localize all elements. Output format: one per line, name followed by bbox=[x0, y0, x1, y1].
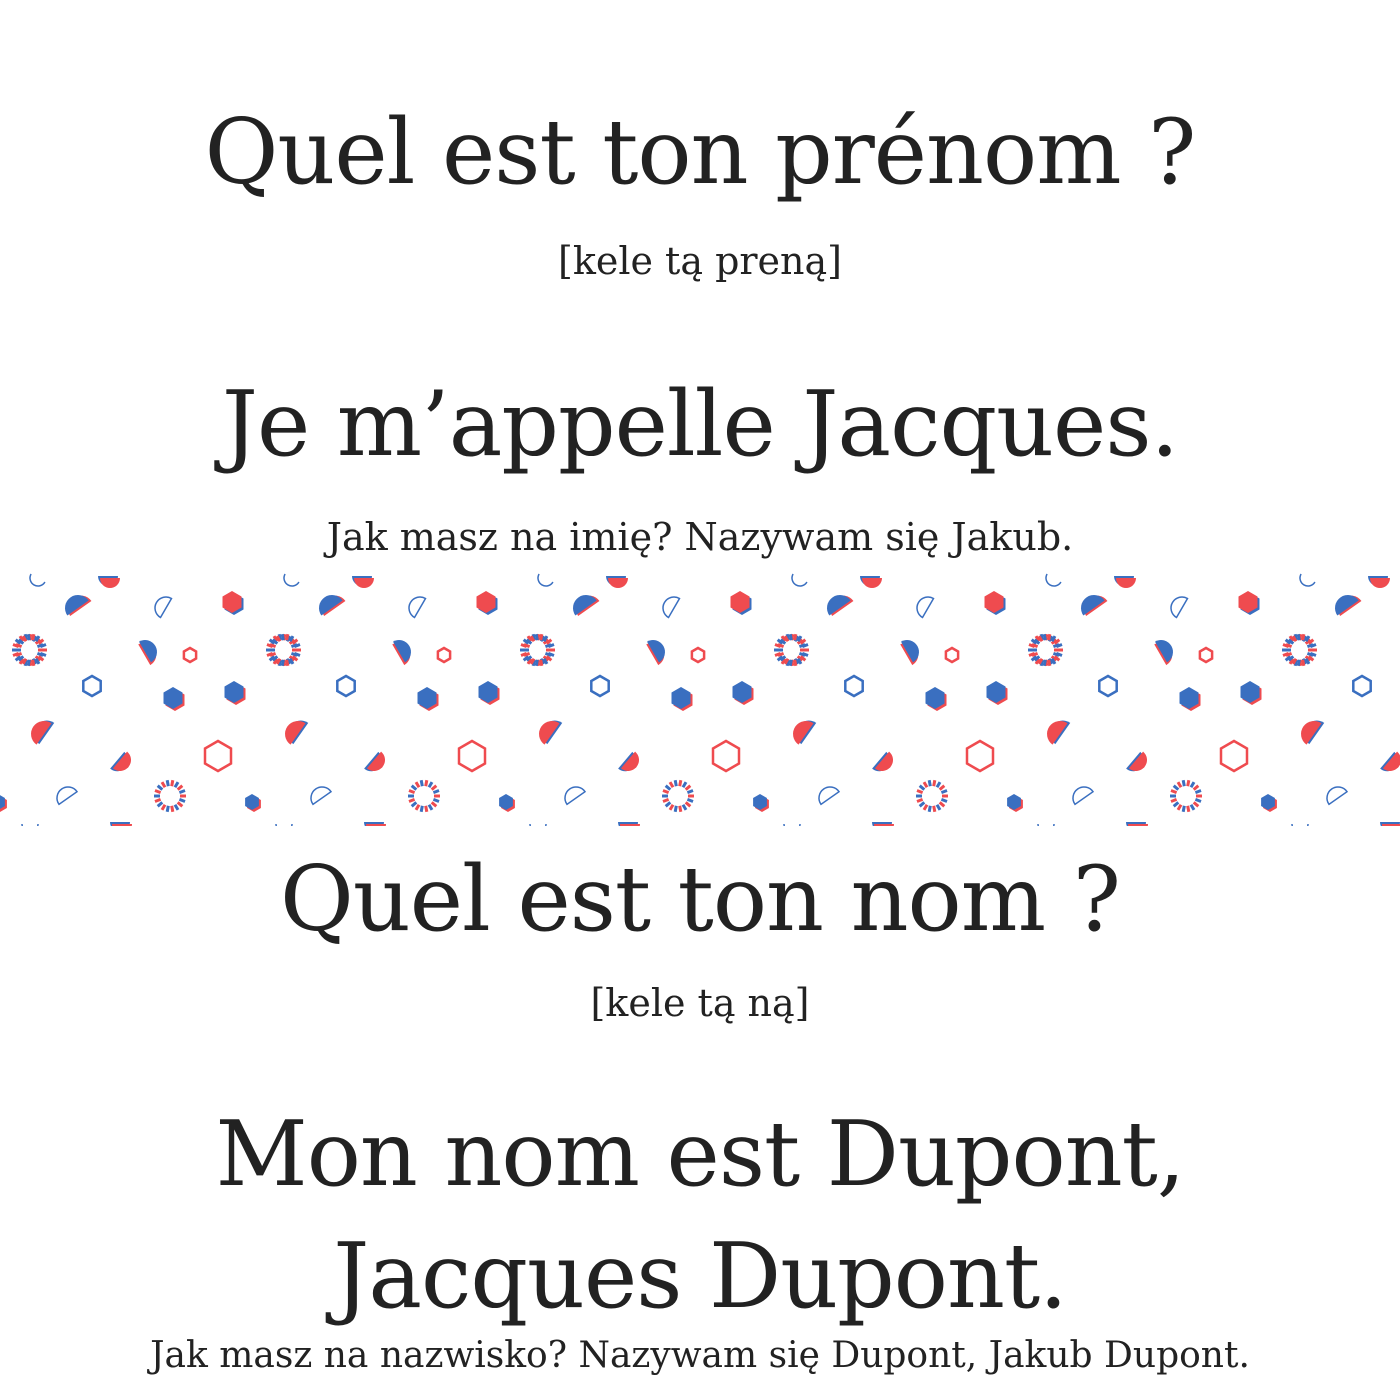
half-disc-outline bbox=[815, 783, 839, 805]
half-disc-fill bbox=[1128, 824, 1148, 826]
hexagon-outline-shape bbox=[184, 648, 196, 662]
ring-tick bbox=[687, 791, 693, 793]
ring-tick bbox=[172, 806, 173, 812]
half-disc-outline bbox=[561, 783, 585, 805]
pronunciation-first-name: [kele tą preną] bbox=[558, 239, 842, 283]
ring-tick bbox=[432, 786, 437, 790]
dashed-ring-shape bbox=[916, 780, 948, 812]
half-disc-shape bbox=[534, 714, 562, 746]
ring-tick bbox=[536, 660, 537, 666]
half-disc-outline bbox=[151, 593, 172, 618]
answer-last-name-line2: Jacques Dupont. bbox=[333, 1224, 1067, 1329]
ring-tick bbox=[924, 805, 927, 810]
half-disc-shape bbox=[391, 636, 416, 666]
ring-tick bbox=[421, 806, 422, 812]
arc-stroke bbox=[27, 574, 45, 589]
half-disc-outline-shape bbox=[1323, 783, 1347, 805]
ring-tick bbox=[934, 806, 935, 812]
ring-tick bbox=[1174, 786, 1179, 790]
arc-shape bbox=[27, 574, 45, 589]
ring-tick bbox=[282, 634, 283, 640]
arc-stroke bbox=[281, 574, 299, 589]
hexagon-outline-shape bbox=[337, 676, 354, 696]
half-disc-outline-shape bbox=[913, 593, 934, 618]
ring-tick bbox=[934, 780, 935, 786]
ring-tick bbox=[33, 660, 34, 666]
hexagon-outline-shape bbox=[1200, 648, 1212, 662]
half-disc-shape bbox=[314, 589, 346, 617]
ring-tick bbox=[687, 799, 693, 801]
ring-tick bbox=[33, 634, 34, 640]
arc-shape bbox=[530, 824, 546, 826]
half-disc-outline-shape bbox=[659, 593, 680, 618]
ring-tick bbox=[433, 799, 439, 801]
ring-tick bbox=[433, 791, 439, 793]
ring-tick bbox=[412, 786, 417, 790]
ring-tick bbox=[1303, 660, 1304, 666]
half-disc-shape bbox=[1296, 714, 1324, 746]
hexagon-outline-shape bbox=[1353, 676, 1370, 696]
ring-tick bbox=[670, 782, 673, 787]
arc-stroke bbox=[1043, 574, 1061, 589]
half-disc-shape bbox=[26, 714, 54, 746]
ring-tick bbox=[1049, 634, 1050, 640]
half-disc-shape bbox=[364, 750, 389, 777]
ring-tick bbox=[1286, 645, 1292, 647]
hexagon-outline-shape bbox=[692, 648, 704, 662]
half-disc-shape bbox=[280, 714, 308, 746]
half-disc-fill bbox=[608, 578, 628, 588]
half-disc-outline-shape bbox=[561, 783, 585, 805]
ring-tick bbox=[1171, 791, 1177, 793]
ring-tick bbox=[1194, 802, 1199, 806]
ring-tick bbox=[179, 791, 185, 793]
half-disc-shape bbox=[1076, 589, 1108, 617]
ring-tick bbox=[940, 802, 945, 806]
half-disc-shape bbox=[872, 750, 897, 777]
half-disc-shape bbox=[618, 750, 643, 777]
ring-tick bbox=[675, 806, 676, 812]
arc-stroke bbox=[784, 824, 800, 826]
half-disc-outline-shape bbox=[815, 783, 839, 805]
ring-tick bbox=[795, 634, 796, 640]
half-disc-fill bbox=[874, 824, 894, 826]
ring-tick bbox=[541, 634, 542, 640]
ring-tick bbox=[1286, 653, 1292, 655]
hexagon-outline-shape bbox=[946, 648, 958, 662]
hexagon-outline-shape bbox=[438, 648, 450, 662]
ring-tick bbox=[155, 791, 161, 793]
half-disc-shape bbox=[1330, 589, 1362, 617]
ring-tick bbox=[426, 806, 427, 812]
half-disc-fill bbox=[366, 824, 386, 826]
ring-tick bbox=[778, 645, 784, 647]
half-disc-fill bbox=[620, 824, 640, 826]
ring-tick bbox=[1191, 805, 1194, 810]
ring-tick bbox=[940, 786, 945, 790]
pronunciation-last-name: [kele tą ną] bbox=[590, 981, 810, 1025]
ring-tick bbox=[162, 782, 165, 787]
ring-tick bbox=[802, 653, 808, 655]
ring-tick bbox=[663, 791, 669, 793]
arc-shape bbox=[1043, 574, 1061, 589]
half-disc-outline bbox=[913, 593, 934, 618]
ring-tick bbox=[155, 799, 161, 801]
half-disc-fill bbox=[112, 824, 132, 826]
half-disc-outline-shape bbox=[1069, 783, 1093, 805]
half-disc-fill bbox=[100, 578, 120, 588]
ring-tick bbox=[16, 645, 22, 647]
ring-tick bbox=[666, 786, 671, 790]
ring-tick bbox=[548, 645, 554, 647]
ring-tick bbox=[1310, 645, 1316, 647]
ring-tick bbox=[167, 780, 168, 786]
half-disc-shape bbox=[1380, 750, 1400, 777]
ring-tick bbox=[1191, 782, 1194, 787]
dashed-ring-shape bbox=[154, 780, 186, 812]
ring-tick bbox=[409, 799, 415, 801]
ring-tick bbox=[683, 782, 686, 787]
arc-shape bbox=[1292, 824, 1308, 826]
ring-tick bbox=[1188, 780, 1189, 786]
half-disc-shape bbox=[822, 589, 854, 617]
half-disc-shape bbox=[568, 589, 600, 617]
ring-tick bbox=[175, 782, 178, 787]
ring-tick bbox=[429, 805, 432, 810]
ring-tick bbox=[1171, 799, 1177, 801]
ring-tick bbox=[941, 791, 947, 793]
half-disc-shape bbox=[872, 822, 894, 826]
half-disc-outline bbox=[1167, 593, 1188, 618]
half-disc-shape bbox=[98, 576, 120, 588]
ring-tick bbox=[1178, 805, 1181, 810]
dashed-ring-shape bbox=[408, 780, 440, 812]
ring-tick bbox=[158, 786, 163, 790]
ring-tick bbox=[158, 802, 163, 806]
half-disc-shape bbox=[606, 576, 628, 588]
ring-tick bbox=[178, 802, 183, 806]
ring-tick bbox=[548, 653, 554, 655]
arc-stroke bbox=[1038, 824, 1054, 826]
ring-tick bbox=[917, 799, 923, 801]
ring-tick bbox=[941, 799, 947, 801]
half-disc-shape bbox=[364, 822, 386, 826]
half-disc-shape bbox=[788, 714, 816, 746]
hexagon-outline-shape bbox=[591, 676, 608, 696]
ring-tick bbox=[920, 802, 925, 806]
ring-tick bbox=[1298, 660, 1299, 666]
arc-shape bbox=[789, 574, 807, 589]
answer-first-name: Je m’appelle Jacques. bbox=[221, 372, 1179, 477]
half-disc-shape bbox=[352, 576, 374, 588]
ring-tick bbox=[790, 660, 791, 666]
half-disc-shape bbox=[1380, 822, 1400, 826]
ring-tick bbox=[412, 802, 417, 806]
half-disc-fill bbox=[1116, 578, 1136, 588]
ring-tick bbox=[172, 780, 173, 786]
half-disc-shape bbox=[60, 589, 92, 617]
ring-tick bbox=[680, 780, 681, 786]
half-disc-shape bbox=[618, 822, 640, 826]
ring-tick bbox=[40, 645, 46, 647]
ring-tick bbox=[28, 634, 29, 640]
translation-first-name: Jak masz na imię? Nazywam się Jakub. bbox=[326, 515, 1074, 559]
arc-shape bbox=[1038, 824, 1054, 826]
half-disc-outline-shape bbox=[307, 783, 331, 805]
half-disc-shape bbox=[1153, 636, 1178, 666]
ring-tick bbox=[416, 782, 419, 787]
ring-tick bbox=[541, 660, 542, 666]
half-disc-outline-shape bbox=[151, 593, 172, 618]
hexagon-outline-shape bbox=[1099, 676, 1116, 696]
ring-tick bbox=[524, 645, 530, 647]
half-disc-outline bbox=[53, 783, 77, 805]
ring-tick bbox=[1183, 780, 1184, 786]
ring-tick bbox=[1298, 634, 1299, 640]
ring-tick bbox=[178, 786, 183, 790]
ring-tick bbox=[802, 645, 808, 647]
ring-tick bbox=[416, 805, 419, 810]
ring-tick bbox=[28, 660, 29, 666]
ring-tick bbox=[524, 653, 530, 655]
arc-stroke bbox=[22, 824, 38, 826]
ring-tick bbox=[670, 805, 673, 810]
answer-last-name-line1: Mon nom est Dupont, bbox=[215, 1102, 1185, 1207]
half-disc-outline bbox=[307, 783, 331, 805]
ring-tick bbox=[1032, 645, 1038, 647]
hexagon-outline-shape bbox=[83, 676, 100, 696]
hexagon-outline-shape bbox=[1221, 741, 1247, 771]
ring-tick bbox=[917, 791, 923, 793]
arc-shape bbox=[784, 824, 800, 826]
dashed-ring-shape bbox=[1170, 780, 1202, 812]
decorative-pattern-band bbox=[0, 570, 1400, 826]
ring-tick bbox=[175, 805, 178, 810]
half-disc-shape bbox=[860, 576, 882, 588]
half-disc-shape bbox=[1368, 576, 1390, 588]
ring-tick bbox=[409, 791, 415, 793]
ring-tick bbox=[929, 780, 930, 786]
question-first-name: Quel est ton prénom ? bbox=[204, 100, 1196, 205]
ring-tick bbox=[920, 786, 925, 790]
ring-tick bbox=[536, 634, 537, 640]
half-disc-outline bbox=[1323, 783, 1347, 805]
ring-tick bbox=[1310, 653, 1316, 655]
ring-tick bbox=[663, 799, 669, 801]
ring-tick bbox=[270, 653, 276, 655]
ring-tick bbox=[294, 645, 300, 647]
arc-stroke bbox=[1292, 824, 1308, 826]
ring-tick bbox=[1056, 645, 1062, 647]
ring-tick bbox=[683, 805, 686, 810]
ring-tick bbox=[1174, 802, 1179, 806]
half-disc-fill bbox=[1370, 578, 1390, 588]
ring-tick bbox=[666, 802, 671, 806]
ring-tick bbox=[167, 806, 168, 812]
ring-tick bbox=[40, 653, 46, 655]
half-disc-outline-shape bbox=[405, 593, 426, 618]
ring-tick bbox=[287, 634, 288, 640]
arc-shape bbox=[1297, 574, 1315, 589]
ring-tick bbox=[426, 780, 427, 786]
hexagon-outline-shape bbox=[205, 741, 231, 771]
arc-stroke bbox=[535, 574, 553, 589]
ring-tick bbox=[675, 780, 676, 786]
half-disc-outline bbox=[1069, 783, 1093, 805]
ring-tick bbox=[1194, 786, 1199, 790]
ring-tick bbox=[1195, 799, 1201, 801]
ring-tick bbox=[686, 786, 691, 790]
ring-tick bbox=[294, 653, 300, 655]
ring-tick bbox=[937, 782, 940, 787]
hexagon-outline-shape bbox=[967, 741, 993, 771]
half-disc-outline-shape bbox=[1167, 593, 1188, 618]
half-disc-fill bbox=[1382, 824, 1400, 826]
ring-tick bbox=[1303, 634, 1304, 640]
ring-tick bbox=[937, 805, 940, 810]
ring-tick bbox=[282, 660, 283, 666]
ring-tick bbox=[1044, 660, 1045, 666]
hexagon-outline-shape bbox=[459, 741, 485, 771]
half-disc-shape bbox=[1042, 714, 1070, 746]
arc-stroke bbox=[276, 824, 292, 826]
half-disc-fill bbox=[862, 578, 882, 588]
hexagon-outline-shape bbox=[713, 741, 739, 771]
translation-last-name: Jak masz na nazwisko? Nazywam się Dupont, Jakub Dupont. bbox=[150, 1335, 1250, 1376]
arc-stroke bbox=[789, 574, 807, 589]
half-disc-fill bbox=[354, 578, 374, 588]
ring-tick bbox=[1032, 653, 1038, 655]
ring-tick bbox=[1195, 791, 1201, 793]
ring-tick bbox=[924, 782, 927, 787]
half-disc-shape bbox=[1114, 576, 1136, 588]
ring-tick bbox=[795, 660, 796, 666]
ring-tick bbox=[680, 806, 681, 812]
ring-tick bbox=[929, 806, 930, 812]
half-disc-outline-shape bbox=[53, 783, 77, 805]
ring-tick bbox=[270, 645, 276, 647]
ring-tick bbox=[162, 805, 165, 810]
half-disc-shape bbox=[1126, 750, 1151, 777]
half-disc-shape bbox=[1126, 822, 1148, 826]
ring-tick bbox=[686, 802, 691, 806]
hexagon-outline-shape bbox=[845, 676, 862, 696]
arc-shape bbox=[276, 824, 292, 826]
ring-tick bbox=[1056, 653, 1062, 655]
dashed-ring-shape bbox=[662, 780, 694, 812]
ring-tick bbox=[179, 799, 185, 801]
ring-tick bbox=[1178, 782, 1181, 787]
arc-stroke bbox=[1297, 574, 1315, 589]
ring-tick bbox=[429, 782, 432, 787]
half-disc-shape bbox=[110, 750, 135, 777]
half-disc-shape bbox=[899, 636, 924, 666]
arc-shape bbox=[22, 824, 38, 826]
arc-shape bbox=[281, 574, 299, 589]
half-disc-outline bbox=[659, 593, 680, 618]
half-disc-shape bbox=[110, 822, 132, 826]
ring-tick bbox=[287, 660, 288, 666]
question-last-name: Quel est ton nom ? bbox=[280, 847, 1120, 952]
ring-tick bbox=[16, 653, 22, 655]
ring-tick bbox=[432, 802, 437, 806]
ring-tick bbox=[1044, 634, 1045, 640]
arc-shape bbox=[535, 574, 553, 589]
half-disc-shape bbox=[137, 636, 162, 666]
half-disc-outline bbox=[405, 593, 426, 618]
ring-tick bbox=[790, 634, 791, 640]
ring-tick bbox=[421, 780, 422, 786]
ring-tick bbox=[1049, 660, 1050, 666]
ring-tick bbox=[1183, 806, 1184, 812]
arc-stroke bbox=[530, 824, 546, 826]
ring-tick bbox=[778, 653, 784, 655]
ring-tick bbox=[1188, 806, 1189, 812]
half-disc-shape bbox=[645, 636, 670, 666]
